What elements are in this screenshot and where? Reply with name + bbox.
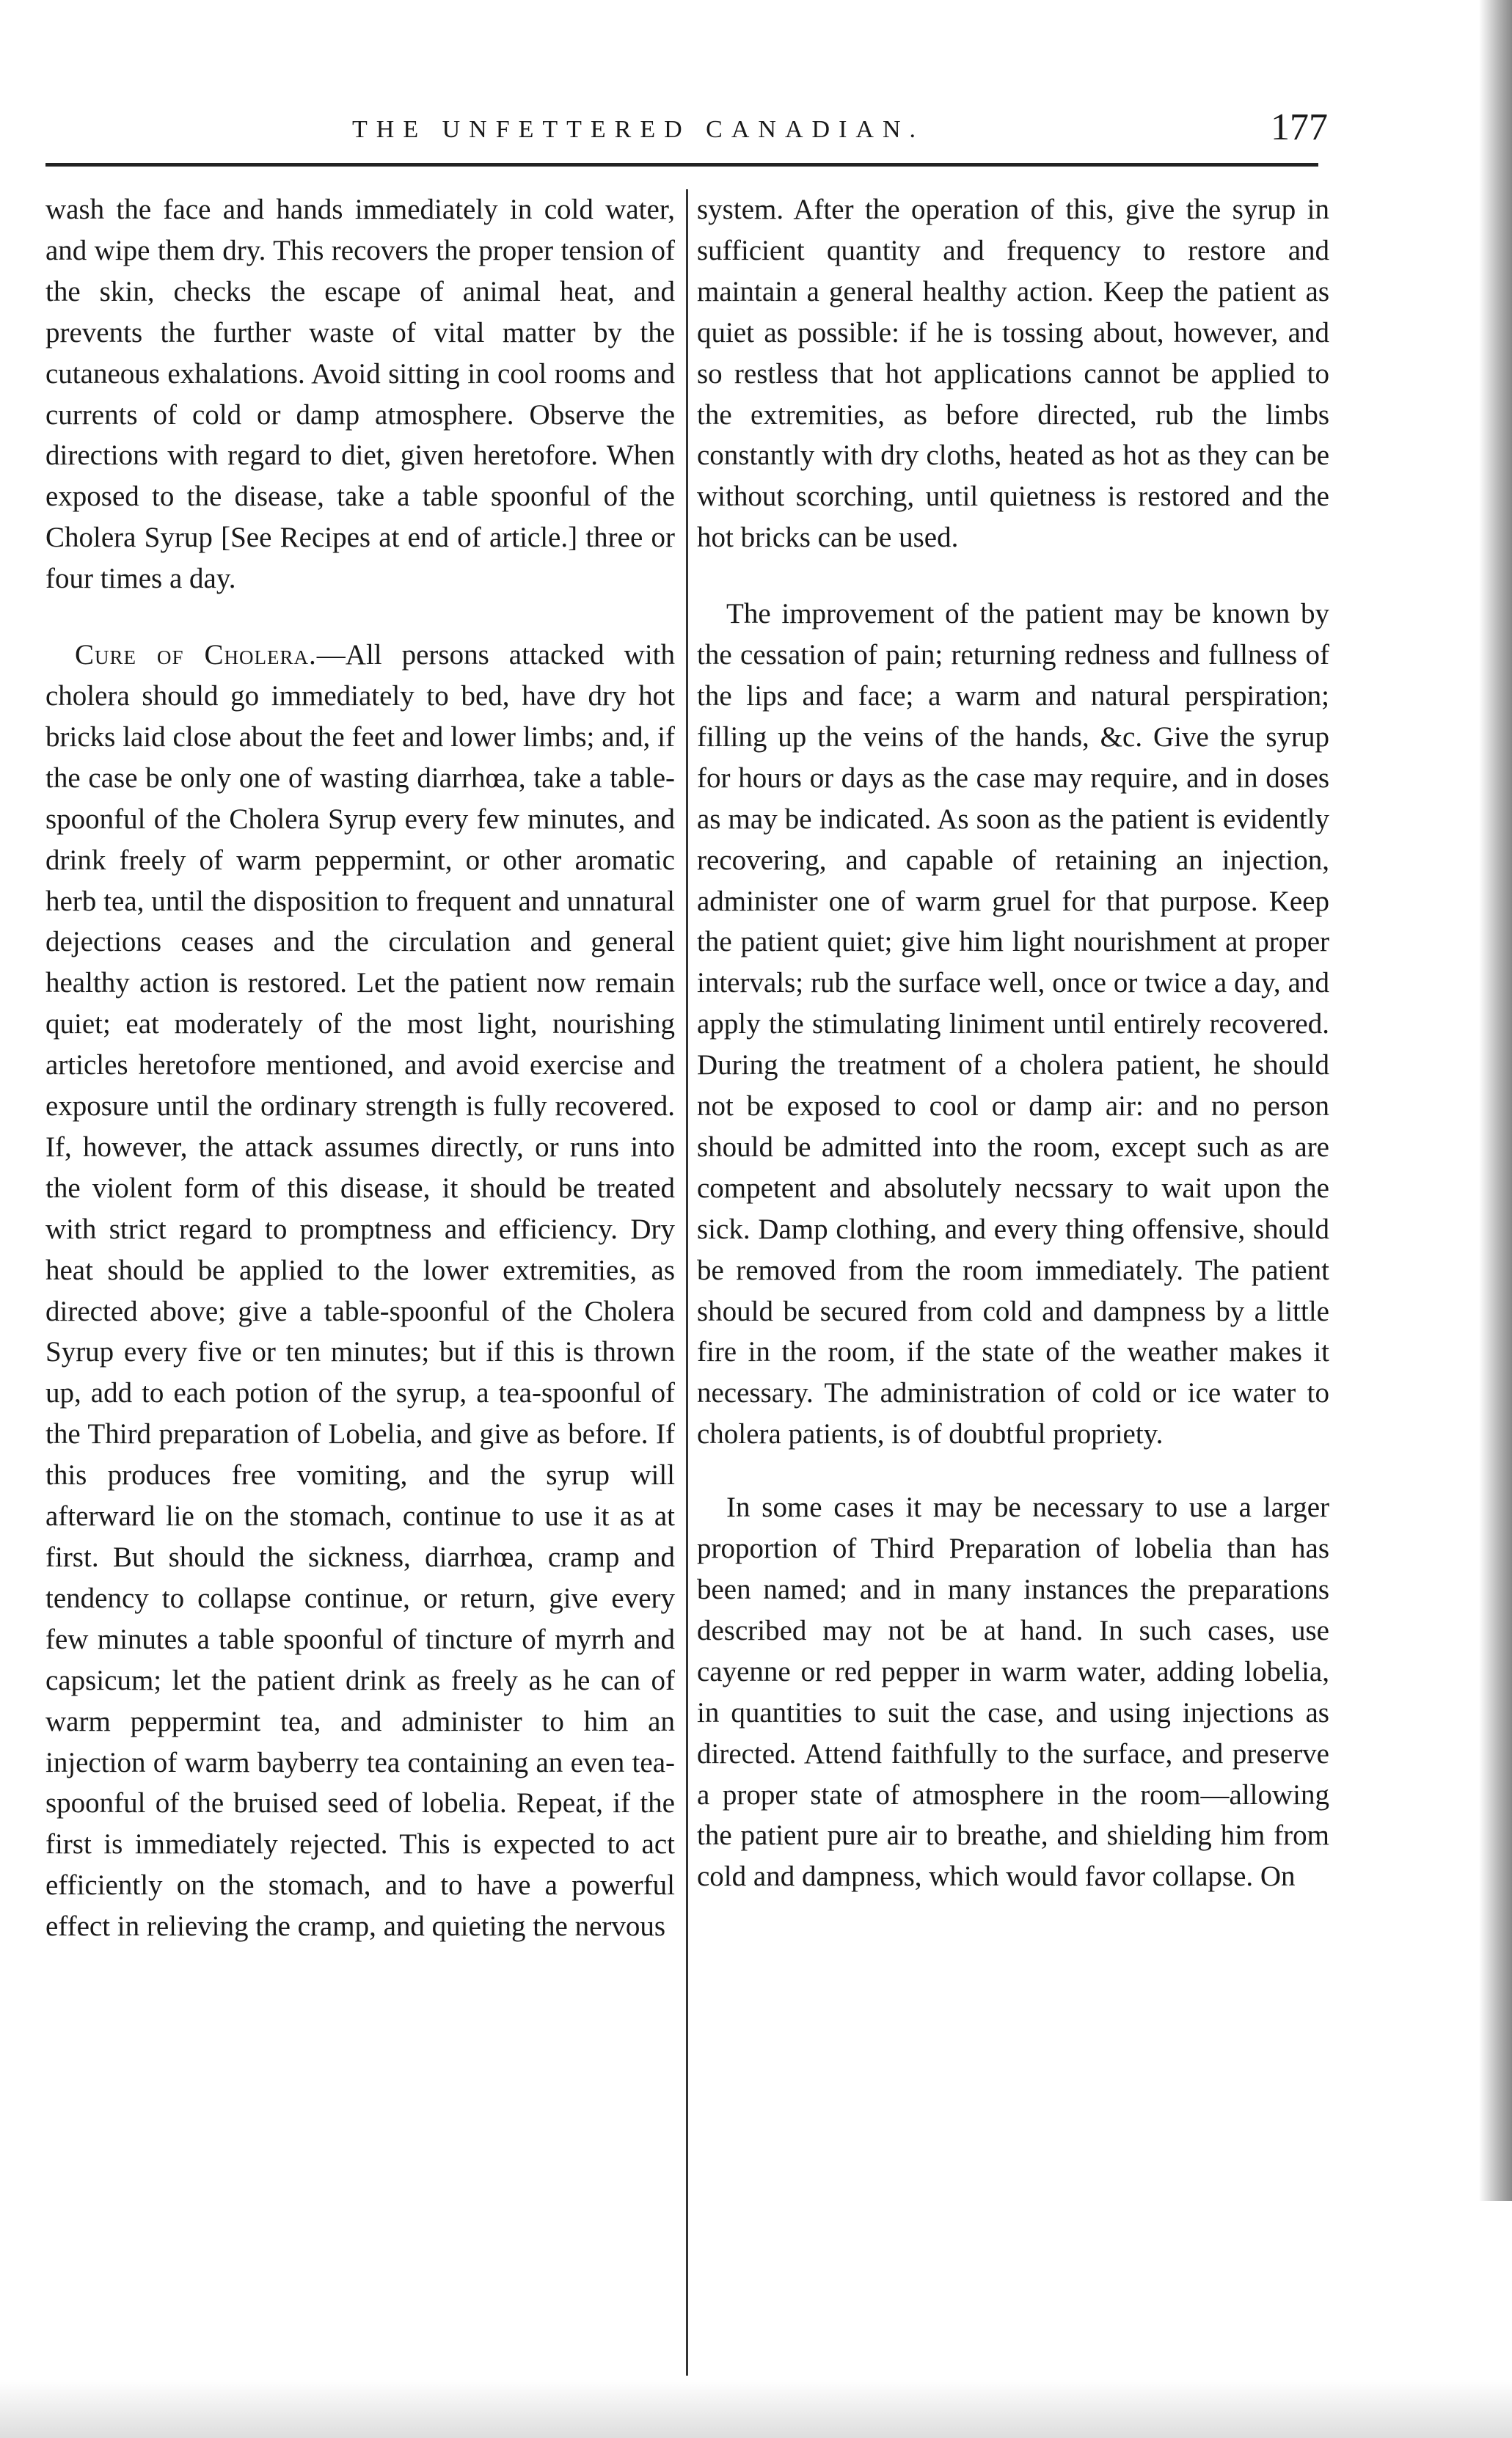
header-rule (45, 163, 1318, 167)
cure-of-cholera-heading: Cure of Cholera. (75, 639, 317, 671)
left-paragraph-2-body: —All persons attacked with cholera should go immediately to bed, have dry hot bricks laid close about the feet and lower limbs; and, if the case be only one of wasting diarrhœa, take a table-spoonful of the Cholera Syrup every few minutes, and drink freely of warm peppermint, or other aromatic herb tea, until the disposition to frequent and unnatural dejections ceases and the circulation and general healthy action is restored. Let the patient now remain quiet; eat moderately of the most light, nourishing articles heretofore mentioned, and avoid exercise and exposure until the ordinary strength is fully recovered. If, however, the attack assumes directly, or runs into the violent form of this disease, it should be treated with strict regard to promptness and efficiency. Dry heat should be applied to the lower extremities, as directed above; give a table-spoonful of the Cholera Syrup every five or ten minutes; but if this is thrown up, add to each potion of the syrup, a tea-spoonful of the Third preparation of Lobelia, and give as before. If this produces free vomiting, and the syrup will afterward lie on the stomach, continue to use it as at first. But should the sickness, diarrhœa, cramp and tendency to collapse continue, or return, give every few minutes a table spoonful of tincture of myrrh and capsicum; let the patient drink as freely as he can of warm peppermint tea, and administer to him an injection of warm bayberry tea containing an even tea-spoonful of the bruised seed of lobelia. Repeat, if the first is immediately rejected. This is expected to act efficiently on the stomach, and to have a powerful effect in relieving the cramp, and quieting the nervous (45, 639, 676, 1943)
page-number: 177 (1271, 106, 1328, 148)
page-bottom-shadow (0, 2379, 1512, 2438)
right-paragraph-3: In some cases it may be necessary to use a larger proportion of Third Preparation of lobelia than has been named; and in many instances the preparations described may not be at hand. In such cases, use cayenne or red pepper in warm water, adding lobelia, in quantities to suit the case, and using injections as directed. Attend faithfully to the surface, and preserve a proper state of atmosphere in the room—allowing the patient pure air to breathe, and shielding him from cold and dampness, which would favor collapse. On (697, 1492, 1329, 1893)
running-title: THE UNFETTERED CANADIAN. (352, 116, 925, 143)
column-divider (686, 189, 688, 2376)
page-edge-shadow (1479, 0, 1512, 2201)
page-header (44, 106, 1328, 154)
right-column (697, 189, 1329, 2372)
left-paragraph-2 (45, 635, 675, 1947)
left-paragraph-1: wash the face and hands immediately in cold water, and wipe them dry. This recovers the proper tension of the skin, checks the escape of animal heat, and prevents the further waste of vital matter by the cutaneous exhalations. Avoid sitting in cool rooms and currents of cold or damp atmosphere. Observe the directions with regard to diet, given heretofore. When exposed to the disease, take a table spoonful of the Cholera Syrup [See Recipes at end of article.] three or four times a day. (45, 194, 675, 595)
right-paragraph-1: system. After the operation of this, give the syrup in sufficient quantity and frequency to restore and maintain a general healthy action. Keep the patient as quiet as possible: if he is tossing about, however, and so restless that hot applications cannot be applied to the extremities, as before directed, rub the limbs constantly with dry cloths, heated as hot as they can be without scorching, until quietness is restored and the hot bricks can be used. (697, 194, 1329, 554)
left-column (45, 189, 675, 2372)
right-paragraph-2: The improvement of the patient may be known by the cessation of pain; returning redness and fullness of the lips and face; a warm and natural perspiration; filling up the veins of the hands, &c. Give the syrup for hours or days as the case may require, and in doses as may be indicated. As soon as the patient is evidently recovering, and capable of retaining an injection, administer one of warm gruel for that purpose. Keep the patient quiet; give him light nourishment at proper intervals; rub the surface well, once or twice a day, and apply the stimulating liniment until entirely recovered. During the treatment of a cholera patient, he should not be exposed to cool or damp air: and no person should be admitted into the room, except such as are competent and absolutely necssary to wait upon the sick. Damp clothing, and every thing offensive, should be removed from the room immediately. The patient should be secured from cold and dampness by a little fire in the room, if the state of the weather makes it necessary. The administration of cold or ice water to cholera patients, is of doubtful propriety. (697, 598, 1329, 1450)
